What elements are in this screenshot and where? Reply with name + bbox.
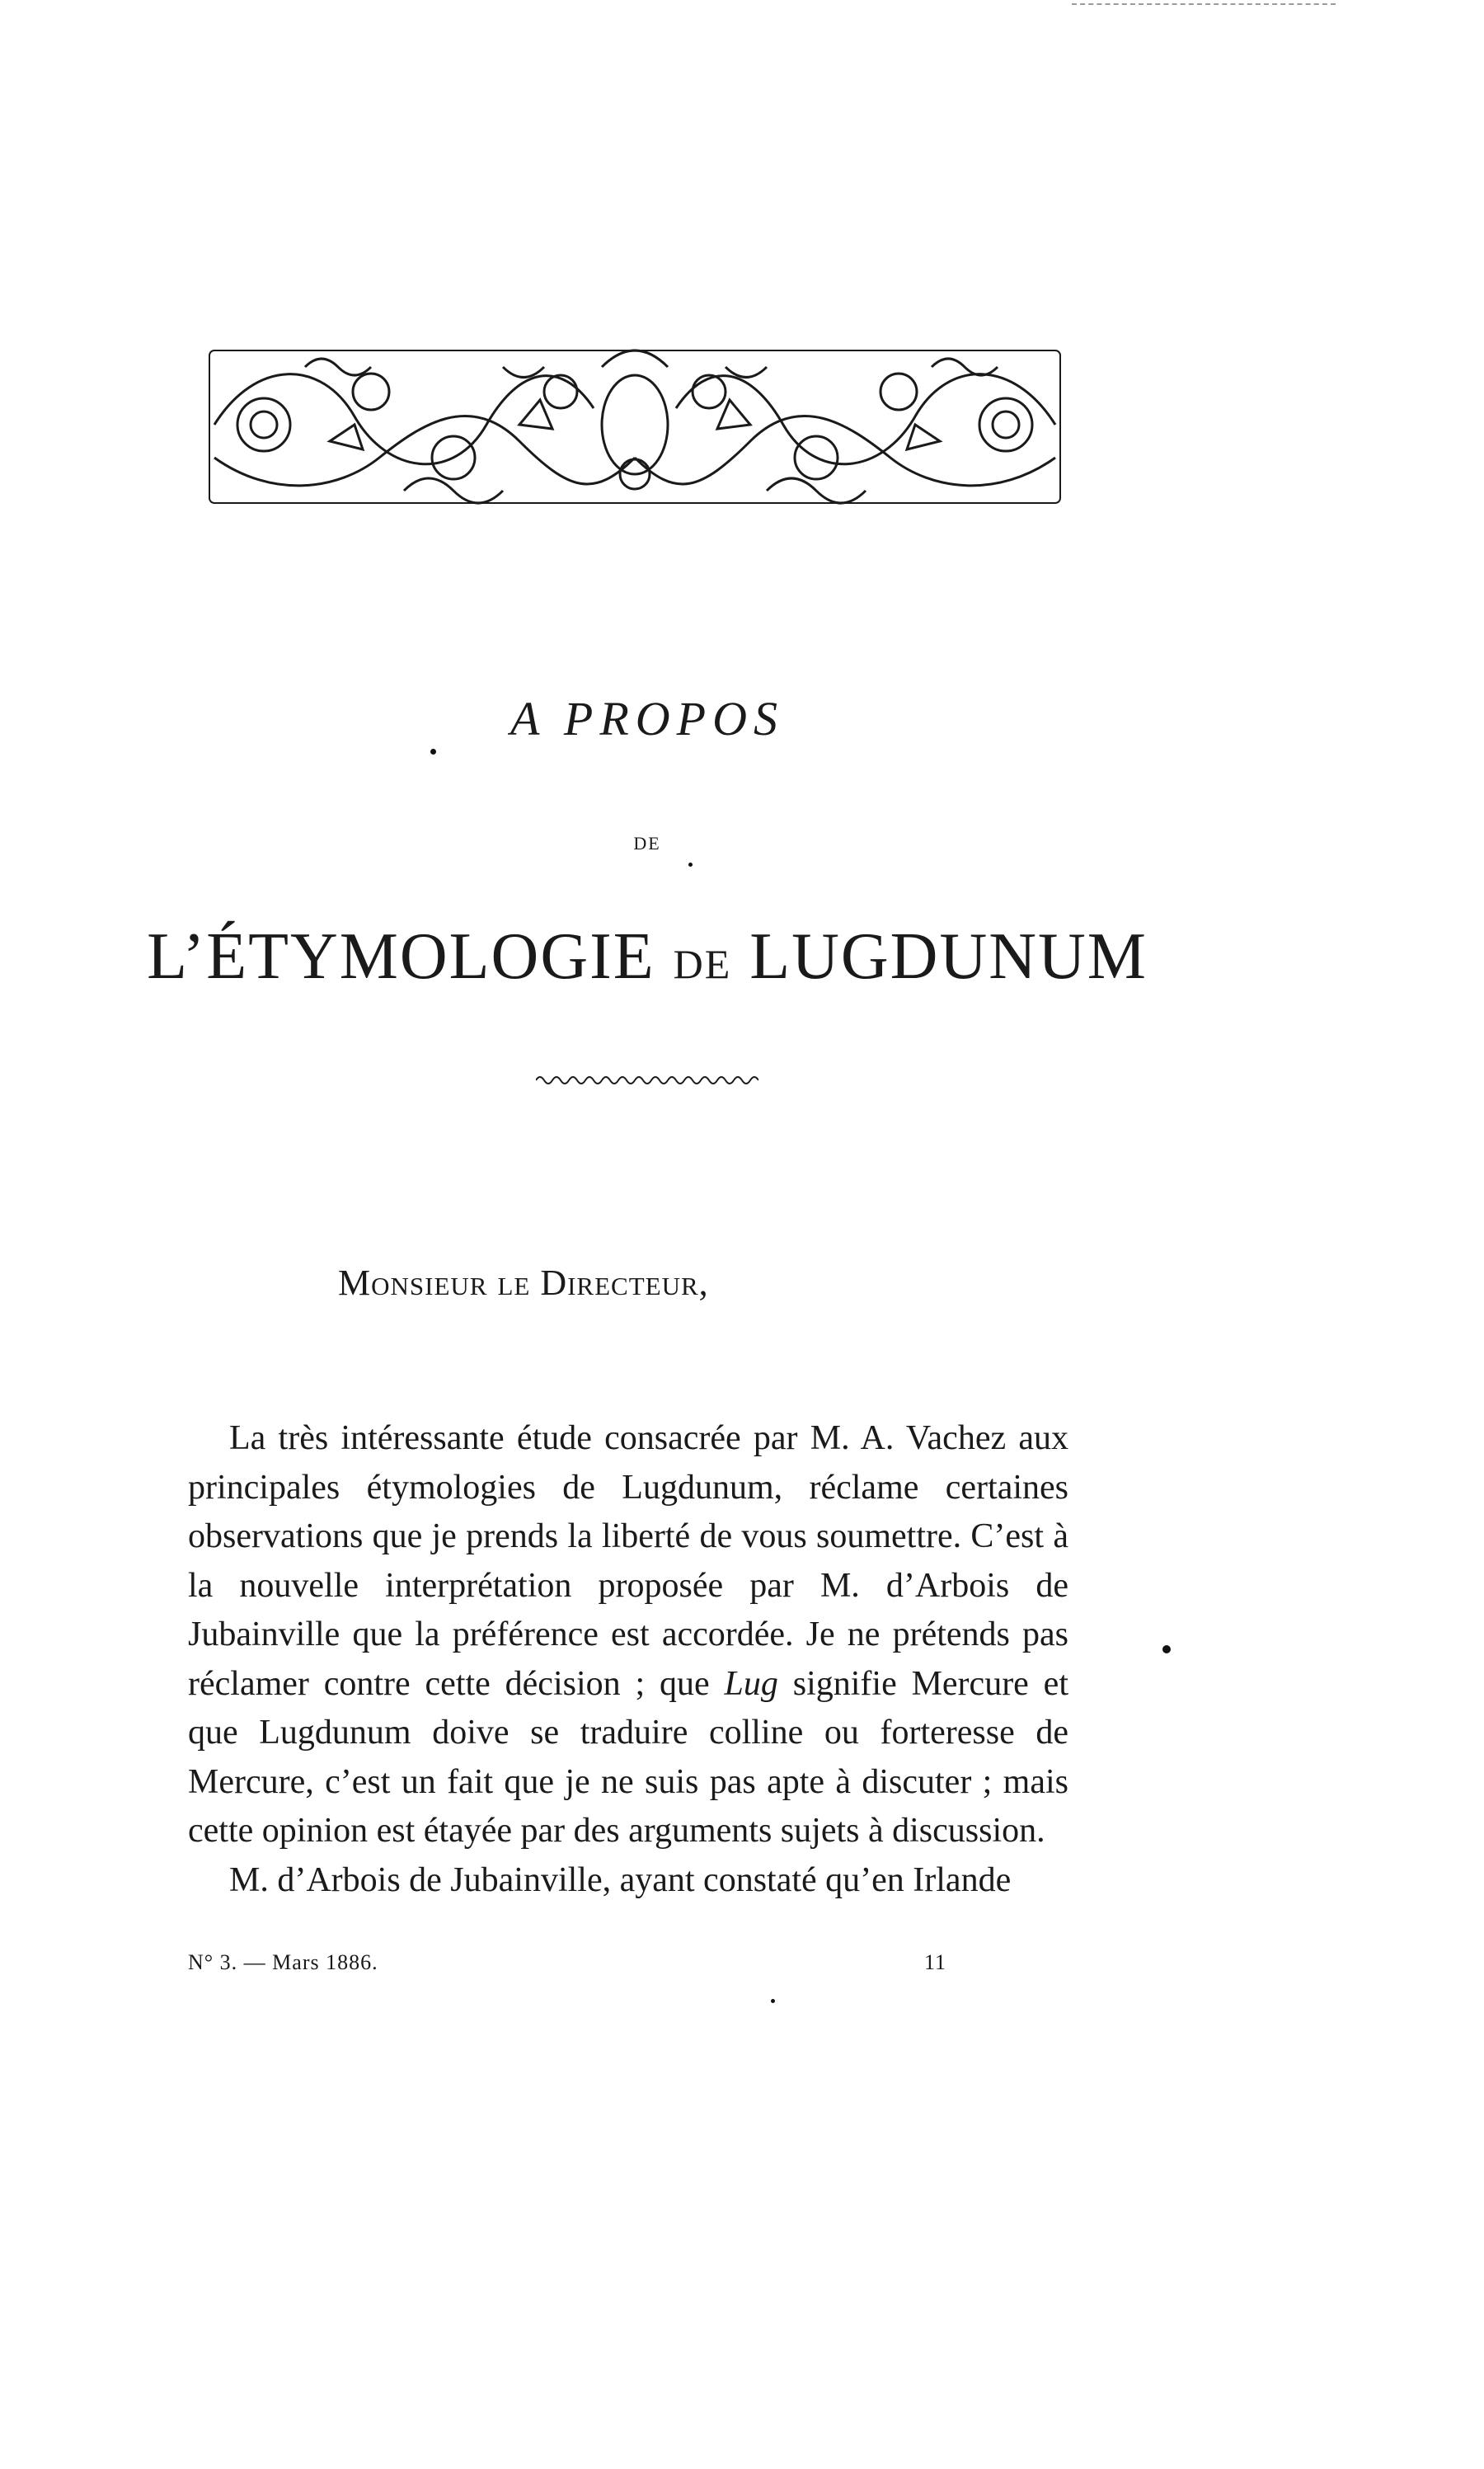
wavy-rule-divider bbox=[536, 1072, 758, 1089]
issue-info: N° 3. — Mars 1886. bbox=[188, 1950, 378, 1974]
paragraph1-part-b: signifie Mercure et que Lugdunum doive se traduire colline ou forteresse de Mercure, c’est un fait que je ne suis pas apte à discuter ; mais cette opinion est étayée par des arguments sujets à discussion. bbox=[188, 1664, 1068, 1850]
ink-speck bbox=[771, 1999, 775, 2003]
ink-speck bbox=[430, 749, 436, 755]
paragraph1-part-a: La très intéressante étude consacrée par M. A. Vachez aux principales étymologies de Lugdunum, réclame certaines observations que je prends la liberté de vous soumettre. C’est à la nouvelle interprétation proposée par M. d’Arbois de Jubainville que la préférence est accordée. Je ne prétends pas réclamer contre cette décision ; que bbox=[188, 1419, 1068, 1703]
scan-edge-mark bbox=[1072, 3, 1336, 5]
title-connector-de: DE bbox=[633, 833, 661, 854]
title-main-post: LUGDUNUM bbox=[749, 920, 1148, 993]
ink-speck bbox=[1162, 1645, 1171, 1653]
signature-mark: 11 bbox=[923, 1950, 946, 1974]
page-title bbox=[0, 919, 1294, 995]
page-footer bbox=[188, 1950, 946, 1975]
letter-salutation: Monsieur le Directeur, bbox=[338, 1263, 709, 1303]
headpiece-ornament-icon bbox=[206, 334, 1064, 515]
paragraph bbox=[188, 1414, 1068, 1856]
title-main-pre: L’ÉTYMOLOGIE bbox=[147, 920, 655, 993]
paragraph: M. d’Arbois de Jubainville, ayant constaté qu’en Irlande bbox=[229, 1860, 1012, 1899]
title-line-a-propos: A PROPOS bbox=[510, 692, 784, 745]
paragraph1-italic-word: Lug bbox=[724, 1664, 778, 1703]
title-main-de: DE bbox=[673, 941, 732, 987]
ink-speck bbox=[688, 863, 693, 867]
letter-body bbox=[188, 1414, 1068, 1905]
